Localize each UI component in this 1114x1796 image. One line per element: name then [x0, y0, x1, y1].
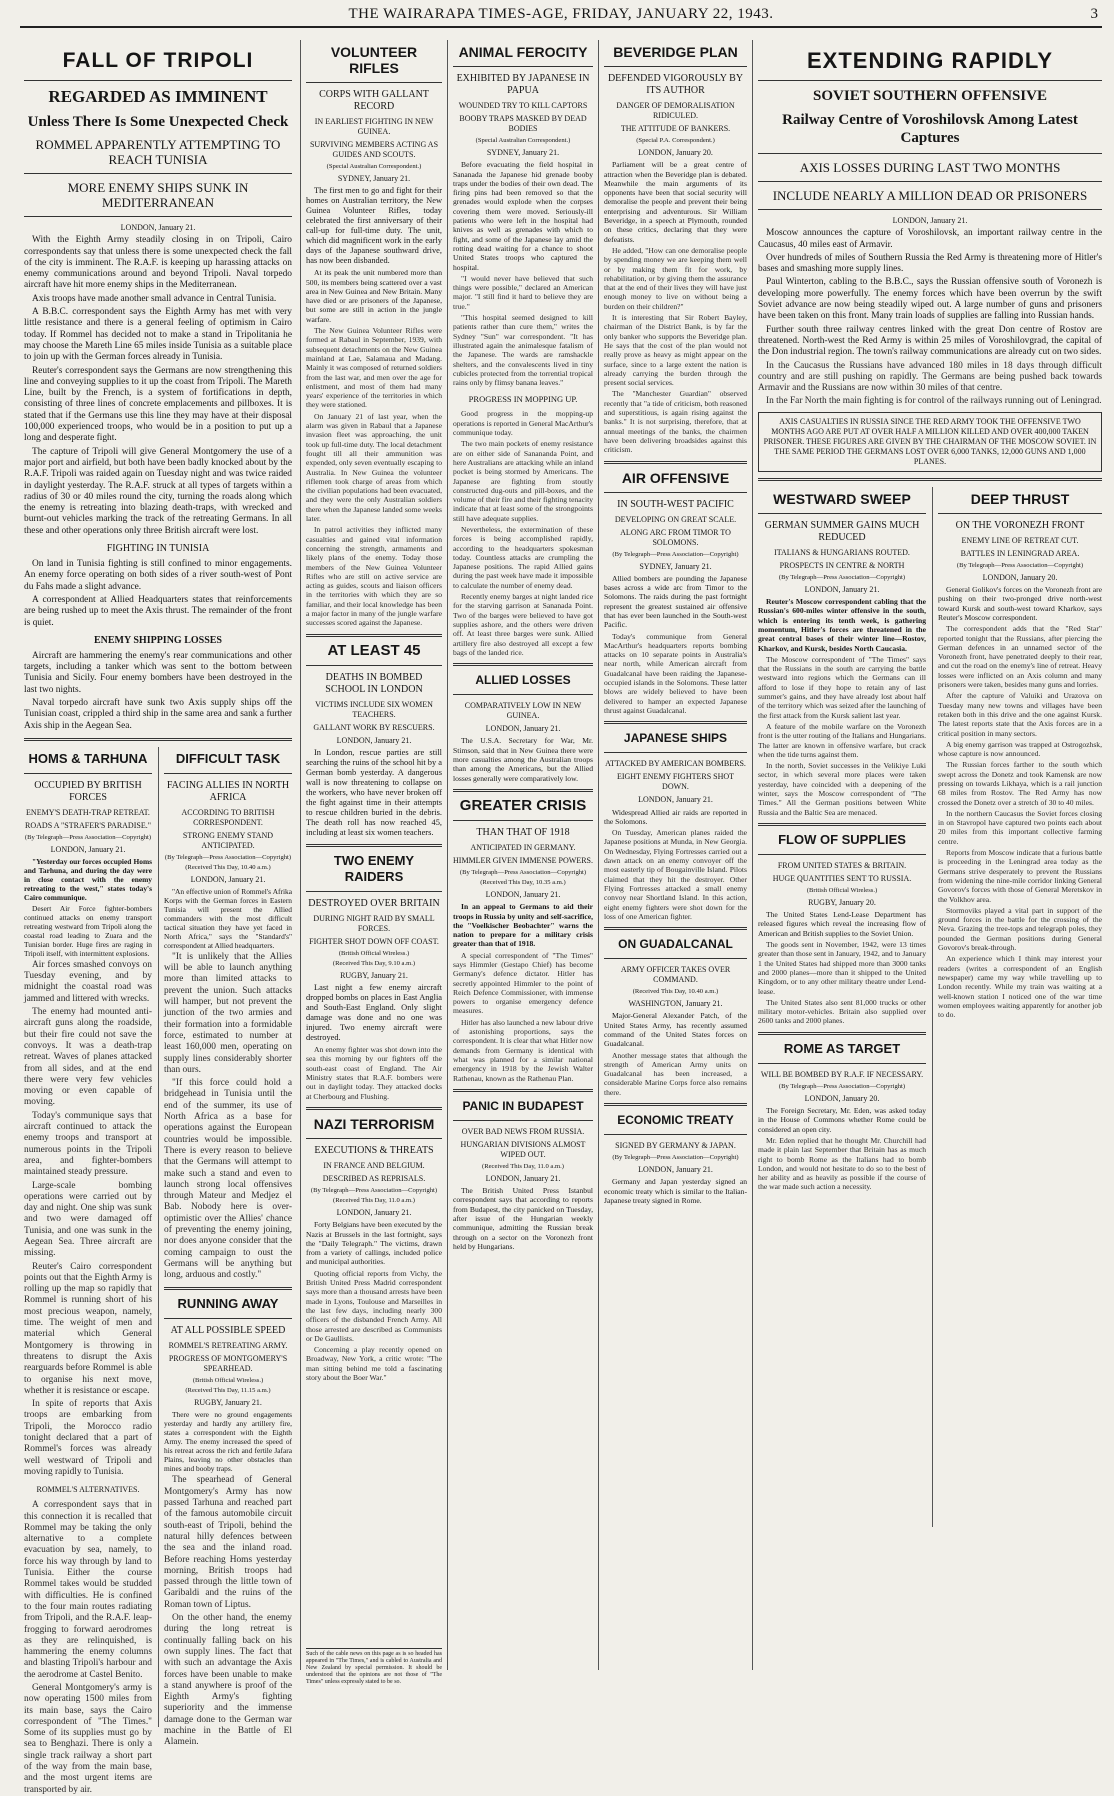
deck: AXIS LOSSES DURING LAST TWO MONTHS [799, 160, 1061, 175]
body-text: Today's communique from General MacArthur's headquarters reports bombing attacks on 10 separate points in Australia's near north, while American aircraft from Guadalcanal have been raiding the Japanese-occupied islands in the Solomons. These latter blows are widely believed to have been delivered to hamper an expected Japanese thrust against Guadalcanal. [604, 631, 747, 715]
headline: GREATER CRISIS [459, 796, 587, 814]
deck: REGARDED AS IMMINENT [48, 87, 268, 106]
deck: ON THE VORONEZH FRONT [955, 519, 1085, 531]
column-5 [758, 40, 1102, 1670]
credit: (By Telegraph—Press Association—Copyright) [24, 833, 152, 841]
credit: (British Official Wireless.) [192, 1377, 264, 1385]
article-animal-ferocity [453, 44, 593, 657]
deck: BATTLES IN LENINGRAD AREA. [960, 548, 1080, 558]
paragraph: Desert Air Force fighter-bombers continued attacks on enemy transport retreating westward from Tripoli along the coastal road leading to Zuara and the Tunisian border. Huge fires are raging in Tripoli itself, with intermittent explosions. [24, 903, 152, 958]
dateline: LONDON, January 21. [892, 216, 968, 225]
paragraph: Further south three railway centres linked with the great Don centre of Rostov are threatened. North-west the Red Army is within 25 miles of Voroshilovgrad, the capital of the Don industrial region. The town's railway communications are already cut on two sides. [758, 324, 1102, 358]
deck: WILL BE BOMBED BY R.A.F. IF NECESSARY. [760, 1069, 924, 1079]
dateline: LONDON, January 21. [638, 795, 713, 805]
deck: DEFENDED VIGOROUSLY BY ITS AUTHOR [607, 73, 744, 96]
paragraph: Paul Winterton, cabling to the B.B.C., says the Russian offensive south of Voronezh is developing more powerfully. The enemy forces which have been overrun by the swift Soviet advance are now being steadily wiped out. A large number of guns and prisoners have been taken on this front. Many train loads of supplies are falling into Russian hands. [758, 277, 1102, 322]
paragraph: Moscow announces the capture of Voroshilovsk, an important railway centre in the Caucasus, 40 miles east of Armavir. [758, 228, 1102, 250]
article-on-guadalcanal [604, 936, 747, 1097]
article-two-enemy-raiders [306, 853, 442, 1101]
column-4 [604, 40, 747, 1670]
paragraph: A B.B.C. correspondent says the Eighth Army has met with very little resistance and there is a general feeling of optimism in Cairo today. If Rommel has decided not to make a stand in Tripolitania he may choose the Mareth Line 65 miles inside Tunisia as a suitable place to join up with the German forces already in Tunisia. [24, 307, 292, 363]
paragraph: Over hundreds of miles of Southern Russia the Red Army is threatening more of Hitler's bases and smashing more supply lines. [758, 252, 1102, 275]
deck: ACCORDING TO BRITISH CORRESPONDENT. [181, 807, 275, 827]
deck: AT ALL POSSIBLE SPEED [170, 1325, 286, 1337]
headline: NAZI TERRORISM [313, 1115, 435, 1132]
article-westward-sweep [758, 491, 926, 817]
dateline: LONDON, January 21. [50, 844, 126, 854]
paragraph: Naval torpedo aircraft have sunk two Axis supply ships off the Tunisian coast, crippled a third ship in the same area and sank a further Axis ship in the Aegean Sea. [24, 697, 292, 731]
body-text: The New Guinea Volunteer Rifles were formed at Rabaul in September, 1939, with subsequent detachments on the New Guinea mainland at Lae, Salamaua and Madang. Mainly it was composed of returned soldiers from the last war, and men over the age for enlistment, and most of them had many years' experience of the territories in which they were stationed. On January 21 of last year, when the alarm was given in Rabaul that a Japanese invasion fleet was approaching, the unit took up full-time duty. The local detachment fought till all their ammunition was expended, only seven eventually escaping to Australia. In New Guinea the volunteer riflemen took charge of areas from which the civilian populations had been evacuated, and they were the only Australian soldiers there when the Japanese landed some weeks later. In patrol activities they inflicted many casualties and gained vital information concerning the strength, armaments and likely plans of the enemy. Today those members of the New Guinea Volunteer Rifles who are still on active service are acting as guides, scouts and liaison officers in the territories with which they are so familiar, and their local knowledge has been a major factor in many of the jungle warfare successes scored against the Japanese. [306, 326, 442, 628]
deck: FACING ALLIES IN NORTH AFRICA [166, 779, 290, 803]
paragraph: Allied bombers are pounding the Japanese bases across a wide arc from Timor to the Solomons. The raids during the past fortnight represent the greatest sustained air offensive that has ever been launched in the South-west Pacific. [604, 573, 747, 630]
headline: HOMS & TARHUNA [28, 750, 148, 766]
received: (Received This Day, 10.40 a.m.) [632, 988, 719, 996]
dateline: LONDON, January 20. [804, 1093, 880, 1103]
credit: (Special P.A. Correspondent.) [636, 137, 715, 144]
article-nazi-terrorism [306, 1116, 442, 1382]
body-text: The spearhead of General Montgomery's Army has now passed Tarhuna and reached part of the famous automobile circuit south-east of Tripoli, behind the natural hilly defences between the sea and the inland road. Before reaching Homs yesterday morning, British troops had passed through the little town of Garibaldi and the ruins of the Roman town of Liptus. On the other hand, the enemy during the long retreat is continually falling back on his own supply lines. The fact that with such an advantage the Axis forces have been unable to make a stand anywhere is proof of the Eighth Army's fighting superiority and the immense damage done to the German war machine in the Battle of El Alamein. [164, 1475, 292, 1748]
body-text: The correspondent adds that the "Red Star" reported tonight that the Russians, after piercing the German defences in an unnamed sector of the Voronezh front, have penetrated deeply to their rear, and cut the road on the enemy's line of retreat. Heavy losses were inflicted on an Axis column and many prisoners were taken, besides many guns and lorries. After the capture of Valuiki and Urazova on Tuesday many new towns and villages have been retaken both in this drive and the one against Kursk. The latest reports state that the Axis forces are in a critical position in many sectors. A big enemy garrison was trapped at Ostrogozhsk, whose capture is now announced. The Russian forces farther to the south which swept across the Donetz and took Kamensk are now pressing on towards Likhaya, which is a rail junction 68 miles from Rostov. The Red Army has now crossed the Donetz over a stretch of 30 to 40 miles. In the northern Caucasus the Soviet forces closing in on Stavropol have captured two points each about 20 miles from this important collective farming centre. Reports from Moscow indicate that a furious battle is proceeding in the Leningrad area today as the Germans strive desperately to prevent the Russians from widening the nine-mile corridor linking General Govorov's forces with those of General Meretskov in the Volkhov area. Stormoviks played a vital part in support of the ground forces in the battle for the crossing of the Neva. Grazing the tree-tops and telegraph poles, they pounded the German positions during General Govorov's break-through. An experience which I think may interest your readers (writes a correspondent of an English newspaper) came my way while travelling up to London recently. While my train was waiting at a well-known station I noticed one of the war time women employees waiting apparently for another job to do. [938, 624, 1102, 1020]
dateline: LONDON, January 21. [804, 584, 880, 594]
column-rule [598, 40, 599, 1670]
dateline: LONDON, January 21. [485, 724, 561, 734]
deck: ITALIANS & HUNGARIANS ROUTED. [774, 547, 910, 557]
received: (Received This Day, 10.40 a.m.) [185, 863, 271, 871]
paragraph: "Yesterday our forces occupied Homs and Tarhuna, and during the day were in close contact with the enemy retreating to the west," states today's Cairo communique. [24, 856, 152, 902]
deck: DESCRIBED AS REPRISALS. [322, 1173, 426, 1183]
body-text: He added, "How can one demoralise people by spending money we are keeping them well or by making them fit for work, by rehabilitation, or by giving them the assurance that at the end of their lives they will have just enough money to live on without being a burden on their children?" It is interesting that Sir Robert Bayley, chairman of the District Bank, is by far the only banker who supports the Beveridge plan. He says that the cost of the plan would not really prove as heavy as might appear on the surface, since to a large extent the nation is already carrying the burden through the present social services. The "Manchester Guardian" observed recently that "a tide of criticism, both reasoned and superstitious, is again rising against the banks." It is not surprising, therefore, that at annual meetings of the banks, the chairmen have been delivering broadsides against this criticism. [604, 245, 747, 455]
dateline: RUGBY, January 21. [194, 1398, 262, 1408]
deck: IN EARLIEST FIGHTING IN NEW GUINEA. [314, 117, 434, 136]
casualties-box: AXIS CASUALTIES IN RUSSIA SINCE THE RED ARMY TOOK THE OFFENSIVE TWO MONTHS AGO ARE PUT AT OVER HALF A MILLION KILLED AND OVER 400,000 TAKEN PRISONER. THESE FIGURES ARE GIVEN BY THE CHAIRMAN OF THE MOSCOW SOVIET. IN THE SAME PERIOD THE GERMANS LOST OVER 6,000 TANKS, 12,000 GUNS AND 1,000 PLANES. [758, 412, 1102, 472]
body-text: On Tuesday, American planes raided the Japanese positions at Munda, in New Georgia. On Wednesday, Flying Fortresses carried out a dawn attack on an enemy convoyer off the most easterly tip of Bougainville Island. Pilots claimed that they hit the destroyer. Other Flying Fortresses attacked a small enemy convoy near Shortland Island. In this action, eight enemy fighters were shot down for the loss of one American fighter. [604, 828, 747, 921]
credit: (British Official Wireless.) [806, 886, 878, 894]
paragraph: Last night a few enemy aircraft dropped bombs on places in East Anglia and South-East England. Only slight damage was done and no one was injured. Two enemy aircraft were destroyed. [306, 983, 442, 1043]
deck: CORPS WITH GALLANT RECORD [319, 89, 429, 112]
paragraph: A correspondent at Allied Headquarters states that reinforcements are being rushed up to meet the Axis thrust. The remainder of the front is quiet. [24, 594, 292, 628]
column-rule [752, 40, 753, 1670]
paragraph: Aircraft are hammering the enemy's rear communications and other targets, including a tanker which was sent to the bottom between Tunisia and Sicily. Four enemy bombers have been destroyed in the last two nights. [24, 650, 292, 695]
body-text: A correspondent says that in this connection it is recalled that Rommel may be taking the only alternative to a complete evacuation by sea, namely, to force his way through by land to Tunisia. Either the course Rommel takes would be studded with difficulties. He is confined to the four main routes radiating from Tripoli, and the R.A.F. leap-frogging to forward aerodromes as they are relinquished, is hammering the enemy columns and blasting Tripoli's harbour and the aerodrome at Castel Benito. General Montgomery's army is now operating 1500 miles from its main base, says the Cairo correspondent of "The Times." Some of its supplies must go by sea to Benghazi. There is only a single track railway a short part of the way from the main base, and the most urgent items are transported by air. [24, 1500, 152, 1795]
paragraph: The U.S.A. Secretary for War, Mr. Stimson, said that in New Guinea there were more casualties among the Australian troops than among the Americans, but the Allied losses generally were comparatively low. [453, 736, 593, 783]
deck: ROMMEL APPARENTLY ATTEMPTING TO REACH TUNISIA [35, 137, 281, 167]
deck: Railway Centre of Voroshilovsk Among Latest Captures [782, 112, 1078, 146]
deck: GALLANT WORK BY RESCUERS. [313, 722, 435, 732]
credit: (By Telegraph—Press Association—Copyright) [956, 561, 1084, 569]
body-text: Good progress in the mopping-up operations is reported in General MacArthur's communique today. The two main pockets of enemy resistance are on either side of Sanananda Point, and here Australians are attacking while an inland pocket is being stormed by Americans. The Japanese are fighting from stoutly constructed dug-outs and pill-boxes, and the volume of their fire and their fighting tenacity indicate that at least some of the strongpoints still have adequate supplies. Nevertheless, the extermination of these forces is being accomplished rapidly, according to the headquarters spokesman today. Countless attacks are crumpling the Japanese positions. The rapid Allied gains during the past week have made it impossible to calculate the number of enemy dead. Recently enemy barges at night landed rice for the starving garrison at Sananada Point. Two of the barges were believed to have got supplies ashore, and the others were driven off. At least three barges were sunk. Allied artillery fire also destroyed all except a few bags of the landed rice. [453, 409, 593, 657]
body-text: The Moscow correspondent of "The Times" says that the Russians in the south are carrying the battle westward into regions which the Germans can ill afford to lose if they hope to retain any of last summer's gains, and they have already lost about half of the territory which was seized after the launching of the first attack from the Kursk salient last year. A feature of the mobile warfare on the Voronezh front is the utter routing of the Italians and Hungarians. The latter are known in offensive warfare, but crack when the tide turns against them. In the north, Soviet successes in the Velikiye Luki sector, in which several more places were taken yesterday, have coincided with a deepening of the winter, says the Moscow correspondent of "The Times." All the German positions between White Russia and the Baltic Sea are menaced. [758, 654, 926, 817]
received: (Received This Day, 10.35 a.m.) [480, 878, 566, 886]
deck: MORE ENEMY SHIPS SUNK IN MEDITERRANEAN [67, 180, 249, 210]
article-difficult-task [164, 747, 292, 1748]
headline: JAPANESE SHIPS [623, 731, 728, 746]
headline: VOLUNTEER RIFLES [330, 44, 418, 76]
dateline: LONDON, January 21. [638, 1165, 713, 1175]
deck: DEATHS IN BOMBED SCHOOL IN LONDON [325, 671, 423, 695]
paragraph: General Golikov's forces on the Voronezh front are pushing on their two-pronged drive north-west toward Kursk and south-west toward Kharkov, says Reuter's Moscow correspondent. [938, 585, 1102, 622]
footnote: Such of the cable news on this page as is so headed has appeared in "The Times," and is cabled to Australia and New Zealand by special permission. It should be understood that the opinions are not those of "The Times" unless expressly stated to be so. [306, 1648, 442, 1675]
headline: ROME AS TARGET [783, 1040, 901, 1056]
received: (Received This Day, 11.15 a.m.) [185, 1387, 271, 1395]
paragraph: Widespread Allied air raids are reported in the Solomons. [604, 807, 747, 826]
paragraph: Forty Belgians have been executed by the Nazis at Brussels in the last fortnight, says the "Daily Telegraph." The victims, drawn from a variety of callings, included police and municipal authorities. [306, 1220, 442, 1267]
headline: DIFFICULT TASK [175, 750, 281, 766]
deck: HUGE QUANTITIES SENT TO RUSSIA. [772, 873, 912, 883]
paragraph: Reuter's Moscow correspondent cabling that the Russian's 600-miles winter offensive in the south, which is entering its tenth week, is gathering momentum, Hitler's forces are threatened in the great central bases of their winter line—Rostov, Kharkov, and Kursk, besides North Caucasia. [758, 597, 926, 653]
subheading: ROMMEL'S ALTERNATIVES. [36, 1485, 140, 1495]
deck: EIGHT ENEMY FIGHTERS SHOT DOWN. [616, 772, 735, 792]
headline: DEEP THRUST [970, 490, 1070, 507]
deck: OCCUPIED BY BRITISH FORCES [34, 779, 142, 803]
body-text: Air forces smashed convoys on Tuesday evening, and by midnight the coastal road was jammed and littered with wrecks. The enemy had mounted anti-aircraft guns along the roadside, but their fire could not save the convoys. It was a death-trap retreat. Waves of planes attacked from all sides, and at the end there were very few vehicles moving or even capable of moving. Today's communique says that aircraft continued to attack the enemy troops and transport at numerous points in the Tripoli area, and fighter-bombers maintained steady pressure. Large-scale bombing operations were carried out by day and night. One ship was sunk and two were damaged off Tunisia, and one was sunk in the Aegean Sea. Three aircraft are missing. Reuter's Cairo correspondent points out that the Eighth Army is rolling up the map so rapidly that Rommel is running short of his most precious weapon, namely, time. The weight of men and material which General Montgomery is throwing in threatens to disrupt the Axis rearguards before Rommel is able to organise his next move, whether it is resistance or escape. In spite of reports that Axis troops are embarking from Tripoli, the Morocco radio tonight declared that a part of Rommel's forces was already well westward of Tripoli and moving rapidly to Tunisia. [24, 959, 152, 1477]
headline: ON GUADALCANAL [618, 937, 733, 952]
paragraph: In London, rescue parties are still searching the ruins of the school hit by a German bomb yesterday. A dangerous wall is now threatening to collapse on the workers, who have never broken off the fight against time in their attempts to rescue children buried in the debris. The death roll has now reached 45, including at least six women teachers. [306, 747, 442, 837]
body-text: In the Caucasus the Russians have advanced 180 miles in 18 days through difficult country and are still pushing on rapidly. The Germans are being pushed back towards Armavir and the Russians are now within 30 miles of that centre. In the Far North the main fighting is for control of the railways running out of Leningrad. [758, 360, 1102, 407]
dateline: LONDON, January 20. [982, 572, 1058, 582]
body-text: A special correspondent of "The Times" says Himmler (Gestapo Chief) has become Germany's defence dictator. Hitler has secretly appointed Himmler to the point of Reich Defence Commissioner, with immense powers to organise emergency defence measures. Hitler has also launched a new labour drive of astonishing proportions, says the correspondent. It is clear that what Hitler now demands from Germany is identical with what was planned for a similar national emergency in 1918 by the Jewish Walter Rathenau, known as the Rathenau Plan. [453, 950, 593, 1083]
deck: PROSPECTS IN CENTRE & NORTH [779, 560, 905, 570]
paragraph: Germany and Japan yesterday signed an economic treaty which is similar to the Italian-Japanese treaty signed in Rome. [604, 1177, 747, 1205]
deck: ARMY OFFICER TAKES OVER COMMAND. [620, 965, 731, 985]
credit: (By Telegraph—Press Association—Copyright) [164, 853, 292, 861]
headline: BEVERIDGE PLAN [613, 44, 738, 60]
sub-column-left [758, 487, 926, 1527]
column-rule [447, 40, 448, 1670]
dateline: WASHINGTON, January 21. [628, 999, 723, 1009]
credit: (Special Australian Correspondent.) [326, 163, 422, 170]
deck: VICTIMS INCLUDE SIX WOMEN TEACHERS. [315, 699, 433, 719]
paragraph: The British United Press Istanbul correspondent says that according to reports from Budapest, the city panicked on Tuesday, after issue of the Hungarian weekly communique, admitting the Russian break through on a sector on the Voronezh front held by Hungarians. [453, 1186, 593, 1251]
dateline: SYDNEY, January 21. [486, 148, 560, 157]
deck: ENEMY'S DEATH-TRAP RETREAT. [26, 807, 150, 817]
body-text: Mr. Eden replied that he thought Mr. Churchill had made it plain last September that Britain has as much right to bomb Rome as the Italians had to bomb London, and would not hesitate to do so to the best of her ability and as heavily as possible if the course of the war made such action a necessity. [758, 1135, 926, 1192]
article-volunteer-rifles [306, 44, 442, 628]
credit: (By Telegraph—Press Association—Copyright) [612, 1154, 739, 1162]
dateline: LONDON, January 21. [485, 1173, 561, 1183]
deck: ALONG ARC FROM TIMOR TO SOLOMONS. [620, 527, 731, 547]
credit: (By Telegraph—Press Association—Copyright) [310, 1186, 438, 1194]
deck: INCLUDE NEARLY A MILLION DEAD OR PRISONERS [772, 188, 1088, 203]
deck: IN FRANCE AND BELGIUM. [323, 1160, 425, 1170]
column-rule [158, 747, 159, 1727]
body-text: An enemy fighter was shot down into the sea this morning by our fighters off the south-east coast of England. The Air Ministry states that R.A.F. bombers were out in daylight today. They attacked docks at Cherbourg and Flushing. [306, 1045, 442, 1101]
page-number: 3 [1090, 6, 1098, 22]
column-2 [306, 40, 442, 1670]
body-text: "It is unlikely that the Allies will be able to launch anything more than limited attacks to prevent the union. Such attacks will hamper, but not prevent the junction of the two armies and their formation into a formidable force, estimated to number at least 160,000 men, operating on supply lines considerably shorter than ours. "If this force could hold a bridgehead in Tunisia until the end of the summer, its use of North Africa as a base for operations against the European countries would be impossible. There is every reason to believe that the Germans will attempt to make such a stand and even to launch strong local offensives through Mateur and Medjez el Bab. Nobody here is over-optimistic over the Allies' chance of preventing the enemy joining, nor does anyone consider that the coming campaign to oust the Germans will be anything but long, arduous and costly." [164, 951, 292, 1281]
column-rule [932, 487, 933, 1527]
headline: RUNNING AWAY [177, 1296, 279, 1312]
deck: THAN THAT OF 1918 [476, 826, 570, 838]
credit: (By Telegraph—Press Association—Copyright) [778, 573, 906, 581]
headline: FALL OF TRIPOLI [62, 49, 254, 72]
article-economic-treaty [604, 1112, 747, 1205]
deck: IN SOUTH-WEST PACIFIC [617, 498, 734, 510]
article-extending-rapidly [758, 48, 1102, 472]
article-rome-as-target [758, 1041, 926, 1192]
paragraph: With the Eighth Army steadily closing in on Tripoli, Cairo correspondents say that unless there is some unexpected check the fall of the city is imminent. The R.A.F. is keeping up harassing attacks on enemy communications around and beyond Tripoli. Naval torpedo aircraft have hit more enemy ships in the Mediterranean. [24, 235, 292, 291]
credit: (By Telegraph—Press Association—Copyright) [778, 1082, 906, 1090]
article-greater-crisis [453, 798, 593, 1083]
dateline: LONDON, January 21. [190, 874, 266, 884]
article-beveridge-plan [604, 44, 747, 455]
deck: GERMAN SUMMER GAINS MUCH REDUCED [764, 519, 920, 543]
article-at-least-45 [306, 643, 442, 838]
dateline: SYDNEY, January 21. [337, 174, 411, 183]
deck: DESTROYED OVER BRITAIN [308, 897, 440, 909]
credit: (British Official Wireless.) [338, 949, 410, 957]
headline: FLOW OF SUPPLIES [778, 831, 906, 847]
paragraph: Major-General Alexander Patch, of the United States Army, has recently assumed command of the United States forces on Guadalcanal. [604, 1011, 747, 1049]
deck: SURVIVING MEMBERS ACTING AS GUIDES AND SCOUTS. [309, 140, 439, 159]
subheading: PROGRESS IN MOPPING UP. [468, 394, 578, 405]
dateline: LONDON, January 21. [120, 223, 196, 232]
dateline: RUGBY, January 21. [340, 970, 408, 980]
masthead [20, 4, 1102, 28]
deck: THE ATTITUDE OF BANKERS. [620, 124, 731, 133]
subheading: FIGHTING IN TUNISIA [106, 543, 210, 555]
column-3 [453, 40, 593, 1670]
body-text: Another message states that although the strength of American Army units on Guadalcanal has been increased, a considerable Marine Corps force also remains there. [604, 1050, 747, 1097]
headline: PANIC IN BUDAPEST [462, 1098, 584, 1113]
deck: PROGRESS OF MONTGOMERY'S SPEARHEAD. [168, 1354, 288, 1374]
deck: ENEMY LINE OF RETREAT CUT. [961, 535, 1079, 545]
body-text: "I would never have believed that such things were possible," declared an American major. "I still find it hard to believe they are true." "This hospital seemed designed to kill patients rather than cure them," writes the Sydney "Sun" war correspondent. "It has illustrated again the animalesque fatalism of the Japanese. The wards are ramshackle shelters, and the convalescents lived in tiny cubicles protected from the torrential tropical rains only by flimsy banana leaves." [453, 273, 593, 388]
headline: AIR OFFENSIVE [621, 469, 730, 486]
deck: Unless There Is Some Unexpected Check [27, 114, 289, 130]
headline: AT LEAST 45 [327, 641, 421, 659]
deck: STRONG ENEMY STAND ANTICIPATED. [182, 830, 274, 850]
deck: DURING NIGHT RAID BY SMALL FORCES. [313, 913, 435, 933]
column-rule [300, 40, 301, 1670]
deck: OVER BAD NEWS FROM RUSSIA. [461, 1126, 585, 1136]
paragraph: At its peak the unit numbered more than 500, its members being scattered over a vast area in New Guinea and New Britain. Many have died or are prisoners of the Japanese, but some are still in action in the jungle warfare. [306, 268, 442, 324]
deck: ROADS A "STRAFER'S PARADISE." [25, 820, 151, 830]
credit: (By Telegraph—Press Association—Copyright) [612, 550, 739, 558]
deck: ROMMEL'S RETREATING ARMY. [168, 1341, 288, 1351]
deck: EXECUTIONS & THREATS [314, 1144, 434, 1156]
deck: SOVIET SOUTHERN OFFENSIVE [813, 88, 1047, 104]
received: (Received This Day, 11.0 a.m.) [333, 1196, 415, 1204]
dateline: LONDON, January 21. [485, 889, 561, 899]
deck: BOOBY TRAPS MASKED BY DEAD BODIES [459, 114, 587, 133]
article-japanese-ships [604, 730, 747, 921]
headline: ALLIED LOSSES [475, 673, 571, 688]
paragraph: Before evacuating the field hospital in Sananada the Japanese hid grenade booby traps under the bodies of their own dead. The firing pins had been removed so that the grenades would explode when the corpses covering them were moved. Seriously-ill patients who were left in the hospital had knives as well as grenades with which to fight, and some of the Japanese lay amid the rotting dead waiting for a chance to shoot United States troops who captured the hospital. [453, 160, 593, 272]
dateline: LONDON, January 21. [336, 735, 412, 745]
deck: FIGHTER SHOT DOWN OFF COAST. [309, 936, 439, 946]
paragraph: Axis troops have made another small advance in Central Tunisia. [32, 293, 277, 304]
body-text: Quoting official reports from Vichy, the British United Press Madrid correspondent says more than a thousand arrests have been made in Lyons, Toulouse and Marseilles in the last few days, including nearly 300 officers of the disbanded French Army. All those arrested are described as Communists or De Gaullists. Concerning a play recently opened on Broadway, New York, a critic wrote: "The man sitting behind me told a fascinating story about the Boer War." [306, 1268, 442, 1382]
article-deep-thrust [938, 487, 1102, 1527]
credit: (Special Australian Correspondent.) [475, 137, 571, 144]
sub-columns [758, 487, 1102, 1527]
sub-columns [24, 747, 292, 1795]
paragraph: The United States Lend-Lease Department has released figures which reveal the increasing flow of American and British supplies to the Soviet Union. [758, 910, 926, 938]
paragraph: In an appeal to Germans to aid their troops in Russia by unity and self-sacrifice, the "Voelkischer Beobachter" warns the nation to prepare for a military crisis greater than that of 1918. [453, 902, 593, 949]
dateline: SYDNEY, January 21. [639, 561, 712, 571]
paragraph: Parliament will be a great centre of attraction when the Beveridge plan is debated. Meanwhile the main arguments of its opponents have been that social security will demoralise the people and prevent their being enterprising and adventurous. Sir William Beveridge, in a speech at Plymouth, rounded on these critics, declaring that they were defeatists. [604, 160, 747, 244]
paragraph: On land in Tunisia fighting is still confined to minor engagements. An enemy force operating on both sides of a river south-west of Pont du Fahs made a slight advance. [24, 559, 292, 592]
headline: TWO ENEMY RAIDERS [333, 852, 415, 884]
body-text: The goods sent in November, 1942, were 13 times greater than those sent in January, 1942, and to January 1 the United States had shipped more than 3000 tanks and 2000 planes—more than it shipped to the United Kingdom, or to any other military theatre under Lend-lease. The United States also sent 81,000 trucks or other military motor-vehicles. Britain also supplied over 2600 tanks and 2000 planes. [758, 940, 926, 1026]
article-flow-of-supplies [758, 832, 926, 1026]
deck: SIGNED BY GERMANY & JAPAN. [615, 1141, 736, 1151]
subheading: ENEMY SHIPPING LOSSES [94, 634, 222, 646]
paragraph: The Foreign Secretary, Mr. Eden, was asked today in the House of Commons whether Rome could be considered an open city. [758, 1106, 926, 1134]
headline: EXTENDING RAPIDLY [806, 48, 1053, 73]
masthead-title: THE WAIRARAPA TIMES-AGE, FRIDAY, JANUARY 22, 1943. [348, 6, 774, 22]
article-allied-losses [453, 672, 593, 783]
dateline: RUGBY, January 20. [808, 897, 876, 907]
received: (Received This Day, 11.0 a.m.) [482, 1162, 564, 1170]
article-homs-tarhuna [24, 747, 152, 1795]
deck: DANGER OF DEMORALISATION RIDICULED. [616, 101, 735, 120]
dateline: LONDON, January 21. [336, 1207, 412, 1217]
article-air-offensive [604, 470, 747, 716]
deck: COMPARATIVELY LOW IN NEW GUINEA. [464, 701, 582, 721]
article-panic-in-budapest [453, 1098, 593, 1251]
credit: (By Telegraph—Press Association—Copyright) [459, 868, 587, 876]
paragraph: There were no ground engagements yesterday and hardly any artillery fire, states a correspondent with the Eighth Army. The enemy increased the speed of his retreat across the rich and fertile Jafara Plains, leaving no other obstacles than mines and booby traps. [164, 1410, 292, 1474]
deck: DEVELOPING ON GREAT SCALE. [614, 514, 737, 524]
deck: HIMMLER GIVEN IMMENSE POWERS. [453, 855, 593, 865]
article-fall-of-tripoli [24, 40, 292, 1795]
dateline: LONDON, January 20. [638, 148, 713, 157]
paragraph: The first men to go and fight for their homes on Australian territory, the New Guinea Volunteer Rifles, today celebrated the first anniversary of their call-up for full-time duty. The unit, which did magnificent work in the early days of the Japanese southward drive, has now been disbanded. [306, 186, 442, 266]
paragraph: "An effective union of Rommel's Afrika Korps with the German forces in Eastern Tunisia will present the Allied commanders with the most difficult tactical situation they have yet faced in North Africa," says the "Standard's" correspondent at Allied headquarters. [164, 886, 292, 950]
headline: WESTWARD SWEEP [773, 490, 911, 507]
deck: ANTICIPATED IN GERMANY. [470, 842, 576, 852]
deck: ATTACKED BY AMERICAN BOMBERS. [605, 759, 746, 769]
deck: EXHIBITED BY JAPANESE IN PAPUA [456, 73, 590, 96]
paragraph: The capture of Tripoli will give General Montgomery the use of a major port and airfield, but both have been badly knocked about by the R.A.F. Tripoli was raided again on Tuesday night and was twice raided in daylight yesterday. The R.A.F. struck at all types of targets within a radius of 30 or 40 miles round the city, turning the roads along which the enemy is retreating into blazing death-traps, with wrecked and burnt-out vehicles marking the track of the retreating Germans. In all these and other operations only three British aircraft were lost. [24, 446, 292, 536]
received: (Received This Day, 9.10 a.m.) [332, 959, 416, 967]
deck: FROM UNITED STATES & BRITAIN. [777, 860, 907, 870]
deck: WOUNDED TRY TO KILL CAPTORS [458, 101, 588, 110]
headline: ECONOMIC TREATY [617, 1113, 734, 1128]
deck: HUNGARIAN DIVISIONS ALMOST WIPED OUT. [460, 1139, 586, 1159]
paragraph: Reuter's correspondent says the Germans are now strengthening this line and conveying supplies to it up the coast from Tripoli. The Mareth Line, built by the French, is a system of fortifications in depth, consisting of three lines of concrete emplacements and pillboxes. It is stated that if the Germans use this line they may have at their disposal 100,000 experienced troops, who would be in a position to put up a long and desperate fight. [24, 365, 292, 444]
headline: ANIMAL FEROCITY [458, 44, 588, 60]
